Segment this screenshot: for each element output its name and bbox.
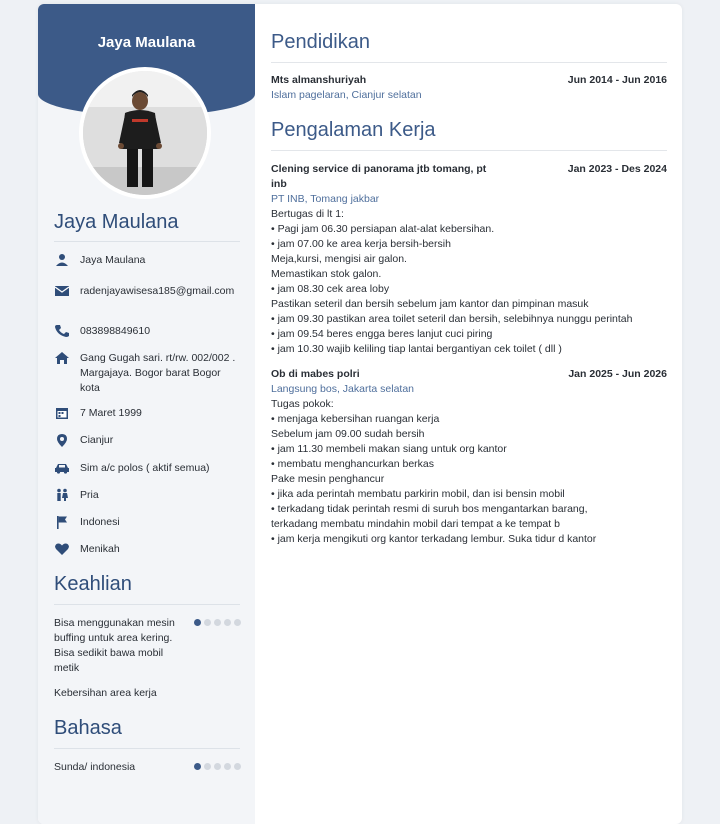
divider xyxy=(271,150,667,151)
location-pin-icon xyxy=(54,433,70,447)
sidebar xyxy=(38,4,255,824)
skills-title: Keahlian xyxy=(54,573,132,595)
divider xyxy=(54,748,240,749)
resume-page xyxy=(38,4,682,824)
contact-email[interactable]: radenjayawisesa185@gmail.com xyxy=(54,284,244,299)
experience-title: Pengalaman Kerja xyxy=(271,119,436,141)
education-entry-header: Mts almanshuriyah Jun 2014 - Jun 2016 xyxy=(271,74,667,86)
contact-marital-status: Menikah xyxy=(54,542,244,557)
sidebar-name-title: Jaya Maulana xyxy=(54,211,179,233)
job-description: Tugas pokok: • menjaga kebersihan ruangan kerja Sebelum jam 09.00 sudah bersih • jam 11.30 membeli makan siang untuk org kantor • membatu menghancurkan berkas Pake mesin penghancur • jika ada perintah membatu parkirin mobil, dan isi bensin mobil • terkadang tidak perintah resmi di suruh bos mengantarkan barang, terkadang membatu mindahin mobil dari tempat a ke tempat b • jam kerja mengikuti org kantor terkadang lembur. Suka tidur d kantor xyxy=(271,398,597,545)
language-level-dots xyxy=(194,763,241,770)
skill-item: Bisa menggunakan mesin buffing untuk area kering. Bisa sedikit bawa mobil metik xyxy=(54,616,244,676)
job-entry-header: Clening service di panorama jtb tomang, pt Jan 2023 - Des 2024 xyxy=(271,163,667,175)
person-icon xyxy=(54,253,70,267)
calendar-icon xyxy=(54,406,70,420)
contact-birthplace: Cianjur xyxy=(54,433,244,448)
job-description: Bertugas di lt 1: • Pagi jam 06.30 persiapan alat-alat kebersihan. • jam 07.00 ke area kerja bersih-bersih Meja,kursi, mengisi air galon. Memastikan stok galon. • jam 08.30 cek area loby Pastikan seteril dan bersih sebelum jam kantor dan pimpinan masuk • jam 09.30 pastikan area toilet seteril dan bersih, selebihnya nunggu perintah • jam 09.54 beres engga beres lanjut cuci piring • jam 10.30 wajib keliling tiap lantai bergantiyan cek toilet ( dll ) xyxy=(271,208,633,355)
contact-license: Sim a/c polos ( aktif semua) xyxy=(54,461,244,476)
divider xyxy=(54,241,240,242)
gender-icon xyxy=(54,488,70,502)
contact-name: Jaya Maulana xyxy=(54,253,244,268)
education-place: Islam pagelaran, Cianjur selatan xyxy=(271,89,422,101)
contact-birthdate: 7 Maret 1999 xyxy=(54,406,244,421)
education-title: Pendidikan xyxy=(271,31,370,53)
home-icon xyxy=(54,351,70,365)
job-entry-header: Ob di mabes polri Jan 2025 - Jun 2026 xyxy=(271,368,667,380)
header-name: Jaya Maulana xyxy=(97,34,196,51)
language-item: Sunda/ indonesia xyxy=(54,760,244,775)
contact-phone[interactable]: 083898849610 xyxy=(54,324,244,339)
person-photo-figure xyxy=(83,71,207,195)
job-company: PT INB, Tomang jakbar xyxy=(271,193,380,205)
skill-item: Kebersihan area kerja xyxy=(54,687,157,699)
job-company: Langsung bos, Jakarta selatan xyxy=(271,383,415,395)
flag-icon xyxy=(54,515,70,529)
languages-title: Bahasa xyxy=(54,717,122,739)
email-icon xyxy=(54,284,70,298)
job-entry-header-cont: inb xyxy=(271,178,287,190)
divider xyxy=(54,604,240,605)
divider xyxy=(271,62,667,63)
contact-gender: Pria xyxy=(54,488,244,503)
skill-level-dots xyxy=(194,619,241,626)
contact-nationality: Indonesi xyxy=(54,515,244,530)
phone-icon xyxy=(54,324,70,338)
heart-icon xyxy=(54,542,70,556)
car-icon xyxy=(54,461,70,475)
profile-photo xyxy=(79,67,211,199)
contact-address: Gang Gugah sari. rt/rw. 002/002 . Margajaya. Bogor barat Bogor kota xyxy=(54,351,244,396)
